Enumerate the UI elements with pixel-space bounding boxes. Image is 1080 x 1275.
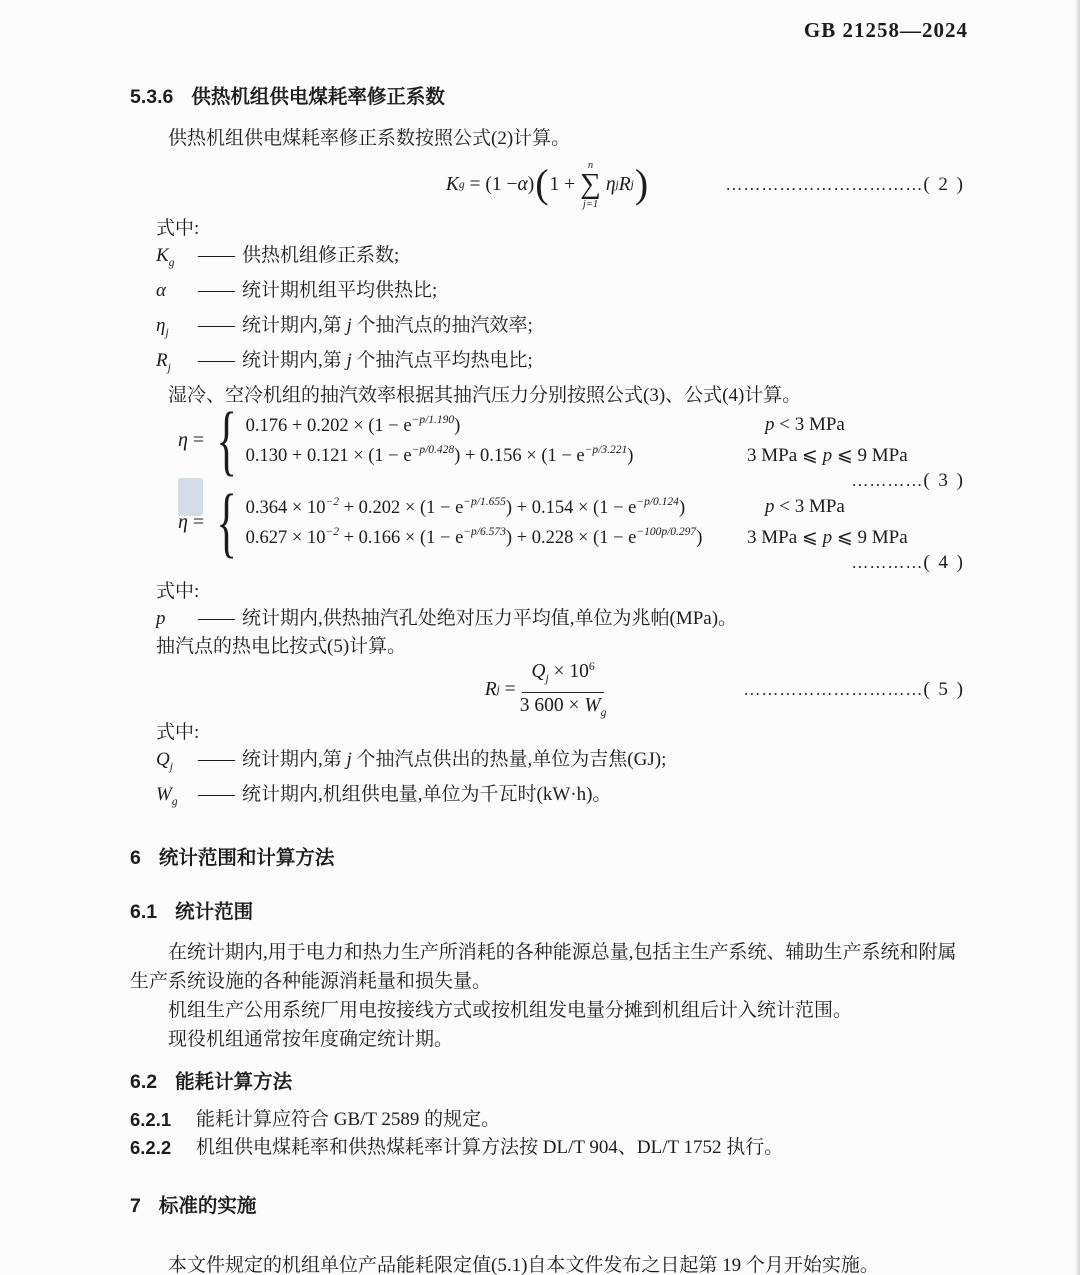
leader-dots: …………………………… [725, 175, 924, 194]
equals: = [504, 679, 516, 700]
clause-text: 能耗计算应符合 GB/T 2589 的规定。 [196, 1109, 501, 1130]
formula-2 [130, 154, 965, 216]
where-text: 式中: [156, 218, 200, 239]
paragraph-cooling [130, 382, 965, 409]
var-eta: η [178, 428, 188, 451]
text: 个抽汽点的抽汽效率; [351, 315, 533, 336]
formula-5 [130, 660, 965, 720]
formula-4-cases [246, 492, 965, 552]
var-j: j [346, 350, 352, 371]
expr-text: ) [454, 415, 461, 436]
condition-text: 3 MPa ⩽ [747, 526, 823, 548]
brace-icon: { [216, 396, 238, 483]
sub-j: j [496, 684, 500, 696]
expr-text: + 0.202 × (1 − e [338, 497, 464, 518]
formula-3 [130, 396, 965, 483]
text: 个抽汽点供出的热量,单位为吉焦(GJ); [351, 749, 667, 770]
clause-6-2-1 [130, 1106, 965, 1134]
case-row-2 [246, 440, 965, 470]
den-text: 3 600 × [519, 695, 585, 716]
paragraph-6-1-a [130, 938, 965, 996]
definition-row-R [130, 347, 965, 382]
sub-g: g [600, 707, 607, 719]
where-text: 式中: [156, 581, 200, 602]
sigma-icon: ∑ [580, 168, 601, 201]
expr-text: + 0.166 × (1 − e [338, 527, 464, 548]
dash: —— [198, 245, 234, 266]
var-p: p [156, 608, 166, 629]
standard-code: GB 21258—2024 [803, 18, 968, 42]
dash: —— [198, 784, 234, 805]
paragraph-7 [130, 1252, 965, 1275]
condition [747, 496, 965, 518]
var-p: p [822, 444, 833, 466]
expression [246, 526, 703, 549]
heading-number: 6.1 [130, 901, 158, 923]
clause-text: 机组供电煤耗率和供热煤耗率计算方法按 DL/T 904、DL/T 1752 执行。 [196, 1137, 784, 1158]
sub-j: j [615, 178, 619, 191]
formula-5-leader [743, 679, 965, 701]
condition [747, 526, 965, 549]
numerator [522, 656, 603, 693]
var-Q: Q [531, 661, 546, 682]
sub-j: j [545, 673, 549, 685]
var-j: j [346, 315, 352, 336]
heading-6-2 [130, 1066, 965, 1094]
condition [747, 414, 965, 436]
formula-4-leader [130, 553, 965, 573]
dash: —— [198, 315, 234, 336]
definition-text [242, 746, 666, 781]
var-R: R [618, 173, 631, 195]
definition-text: 统计期内,机组供电量,单位为千瓦时(kW·h)。 [242, 784, 612, 805]
dash: —— [198, 280, 234, 301]
dash: —— [198, 608, 234, 629]
dash: —— [198, 749, 234, 770]
heading-title: 标准的实施 [158, 1195, 257, 1217]
text: 统计期内,第 [242, 749, 347, 770]
heading-number: 6 [130, 847, 141, 869]
heading-5-3-6 [130, 81, 965, 109]
one-plus: 1 + [549, 173, 576, 195]
paragraph-text: 机组生产公用系统厂用电按接线方式或按机组发电量分摊到机组后计入统计范围。 [168, 1000, 853, 1021]
dash: —— [198, 350, 234, 371]
definition-text [242, 312, 533, 347]
var-W: W [156, 784, 172, 805]
expr-text: ) + 0.228 × (1 − e [505, 527, 637, 548]
clause-number: 6.2.2 [130, 1137, 172, 1158]
var-p: p [822, 526, 833, 548]
var-eta: η [605, 173, 616, 195]
formula-2-body [446, 160, 649, 211]
definition-text: 统计期机组平均供热比; [242, 280, 438, 301]
symbol [156, 605, 198, 633]
symbol [156, 781, 198, 816]
heading-title: 能耗计算方法 [175, 1071, 293, 1093]
equals: = [192, 428, 205, 451]
definition-text: 统计期内,供热抽汽孔处绝对压力平均值,单位为兆帕(MPa)。 [242, 608, 738, 629]
case-row-1 [246, 492, 965, 522]
heading-7 [130, 1190, 965, 1218]
where-label [130, 579, 965, 605]
heading-title: 统计范围 [175, 901, 254, 923]
standard-code-header [0, 0, 1080, 43]
equals: = [192, 510, 205, 533]
formula-2-number: ( 2 ) [923, 174, 965, 195]
paragraph-6-1-b [130, 996, 965, 1025]
expr-text: ) [627, 445, 634, 466]
summation [580, 160, 601, 211]
where-label [130, 216, 965, 242]
condition-text: ⩽ 9 MPa [832, 444, 908, 466]
leader-dots: ………… [851, 471, 924, 490]
formula-3-leader [130, 471, 965, 491]
heading-6 [130, 842, 965, 870]
heading-number: 6.2 [130, 1071, 158, 1093]
paragraph-text: 湿冷、空冷机组的抽汽效率根据其抽汽压力分别按照公式(3)、公式(4)计算。 [168, 385, 802, 406]
var-eta: η [178, 510, 188, 533]
case-row-1 [246, 410, 965, 440]
sub-j: j [630, 178, 634, 191]
equals: = [469, 173, 481, 195]
sub-g: g [171, 796, 178, 808]
exponent: −p/0.428 [411, 443, 455, 456]
text: 统计期内,第 [242, 315, 347, 336]
page-content [0, 81, 1080, 1275]
exponent: −p/1.190 [411, 413, 455, 426]
text: 个抽汽点平均热电比; [351, 350, 533, 371]
condition-text: < 3 MPa [774, 414, 845, 435]
paragraph-6-1-c [130, 1025, 965, 1054]
symbol [156, 347, 198, 382]
times-ten: × 10 [548, 661, 589, 682]
expr-text: ) [696, 527, 703, 548]
paren-close-small: ) [527, 173, 535, 195]
sum-lower-limit: j=1 [582, 198, 599, 210]
var-j: j [346, 749, 352, 770]
paragraph-text: 供热机组供电煤耗率修正系数按照公式(2)计算。 [168, 128, 571, 149]
expr-text: ) + 0.154 × (1 − e [505, 497, 637, 518]
symbol [156, 312, 198, 347]
sub-j: j [165, 327, 169, 339]
symbol [156, 746, 198, 781]
formula-2-leader [725, 174, 965, 196]
exponent: −2 [325, 525, 339, 538]
condition-text: < 3 MPa [774, 496, 845, 517]
clause-6-2-2 [130, 1134, 965, 1162]
exponent: −p/0.124 [636, 495, 679, 508]
definition-row-p [130, 605, 965, 633]
exponent: −p/6.573 [463, 525, 506, 538]
expr-text: 0.364 × 10 [245, 497, 326, 518]
paragraph-text: 抽汽点的热电比按式(5)计算。 [156, 636, 407, 657]
text: 统计期内,第 [242, 350, 347, 371]
var-K: K [156, 245, 169, 266]
var-alpha: α [156, 280, 166, 301]
definition-row-eta [130, 312, 965, 347]
var-eta: η [156, 315, 166, 336]
paragraph-text: 现役机组通常按年度确定统计期。 [168, 1029, 454, 1050]
sub-j: j [169, 761, 173, 773]
definition-row-Q [130, 746, 965, 781]
var-K: K [445, 173, 459, 195]
symbol [156, 242, 198, 277]
definition-row-W [130, 781, 965, 816]
where-text: 式中: [156, 722, 200, 743]
formula-5-body [485, 656, 611, 724]
leader-dots: ………… [851, 553, 924, 572]
big-paren-close: ) [634, 161, 649, 207]
denominator [520, 693, 607, 724]
var-Q: Q [156, 749, 170, 770]
expr-text: 0.130 + 0.121 × (1 − e [245, 445, 412, 466]
heading-6-1 [130, 896, 965, 924]
formula-5-number: ( 5 ) [923, 679, 965, 700]
sub-g: g [458, 178, 465, 191]
brace-icon: { [216, 478, 238, 565]
big-paren-open: ( [535, 161, 549, 207]
symbol [156, 277, 198, 312]
exponent: −p/3.221 [584, 443, 628, 456]
formula-4-lhs [178, 511, 204, 534]
var-R: R [484, 679, 497, 700]
formula-4-number: ( 4 ) [923, 552, 965, 573]
condition-text: ⩽ 9 MPa [832, 526, 908, 548]
formula-4 [130, 478, 965, 565]
leader-dots: ………………………… [743, 680, 924, 699]
heading-title: 供热机组供电煤耗率修正系数 [191, 86, 445, 108]
expr-text: ) [678, 497, 686, 518]
sum-upper-limit: n [587, 159, 594, 171]
sub-g: g [168, 257, 175, 269]
heading-number: 7 [130, 1195, 141, 1217]
paragraph-text: 在统计期内,用于电力和热力生产所消耗的各种能源总量,包括主生产系统、辅助生产系统和附属生产系统设施的各种能源消耗量和损失量。 [130, 942, 957, 992]
definition-row-alpha [130, 277, 965, 312]
var-alpha: α [517, 173, 528, 195]
exponent: −100p/0.297 [636, 525, 697, 538]
definition-row-Kg [130, 242, 965, 277]
var-p: p [765, 496, 775, 517]
paren-1-minus: (1 − [485, 173, 518, 195]
expr-text: 0.176 + 0.202 × (1 − e [245, 415, 412, 436]
expression [246, 444, 634, 467]
expression [246, 496, 685, 519]
exponent-6: 6 [588, 661, 595, 673]
condition-text: 3 MPa ⩽ [747, 444, 823, 466]
expression [246, 414, 461, 437]
exponent: −p/1.655 [463, 495, 506, 508]
clause-number: 6.2.1 [130, 1109, 172, 1130]
definition-text: 供热机组修正系数; [242, 245, 400, 266]
formula-3-number: ( 3 ) [923, 470, 965, 491]
paragraph-text: 本文件规定的机组单位产品能耗限定值(5.1)自本文件发布之日起第 19 个月开始实施。 [168, 1255, 879, 1275]
paragraph-intro-eq2 [130, 125, 965, 152]
var-R: R [156, 350, 168, 371]
var-W: W [584, 695, 601, 716]
definition-text [242, 347, 533, 382]
sub-j: j [167, 362, 171, 374]
formula-3-cases [246, 410, 965, 470]
var-p: p [765, 414, 775, 435]
expr-text: ) + 0.156 × (1 − e [454, 445, 585, 466]
condition [747, 444, 965, 467]
exponent: −2 [325, 495, 339, 508]
formula-3-lhs [178, 429, 204, 452]
case-row-2 [246, 522, 965, 552]
expr-text: 0.627 × 10 [245, 527, 326, 548]
heading-number: 5.3.6 [130, 86, 174, 108]
fraction [520, 656, 607, 724]
heading-title: 统计范围和计算方法 [158, 847, 335, 869]
